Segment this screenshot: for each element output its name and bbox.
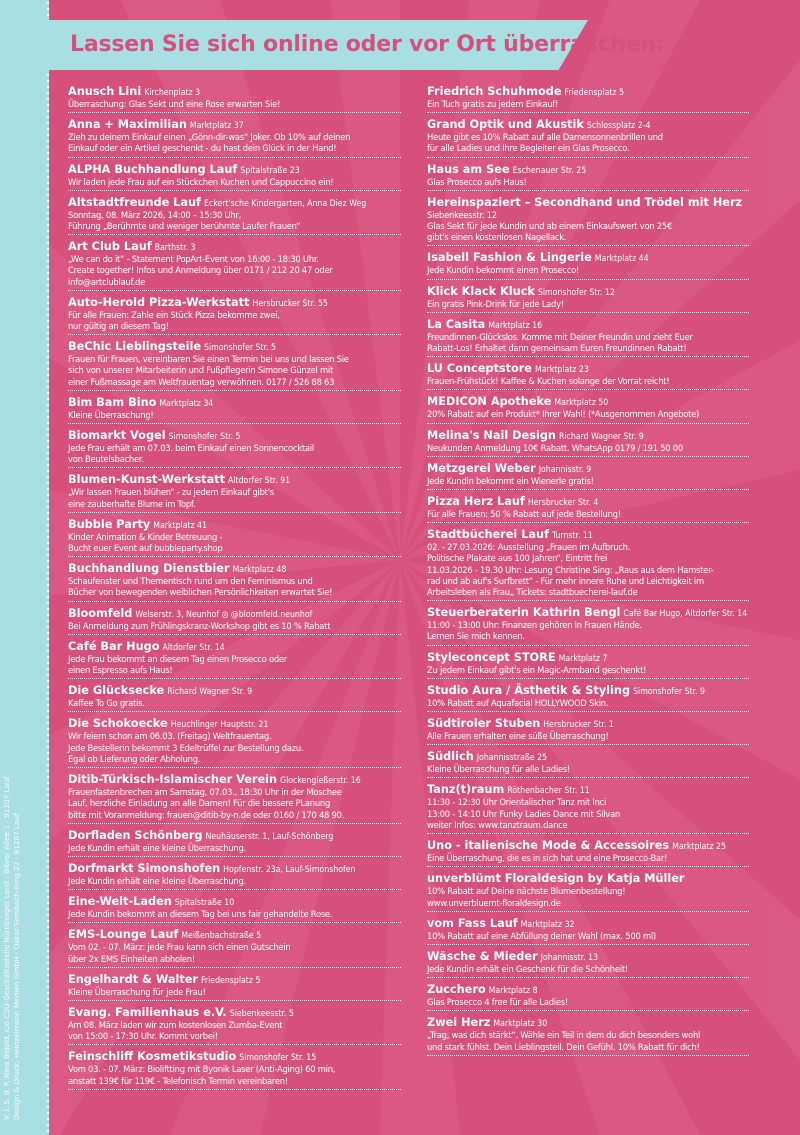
shop-entry (427, 461, 749, 490)
shop-name: Tanz(t)raum (427, 783, 505, 797)
shop-address: Schlossplatz 2-4 (586, 121, 651, 132)
shop-address: Marktplatz 32 (520, 919, 575, 930)
shop-address: Marktplatz 25 (672, 842, 726, 853)
shop-address: Kirchenplatz 3 (144, 88, 201, 98)
shop-name: Anusch Lini (68, 85, 142, 98)
entry-heading (68, 927, 401, 942)
offer-text: Jede Kundin erhält ein Geschenk für die Schönheit! (427, 963, 628, 974)
shop-address: Welserstr. 3, Neunhof ◎ @bloomfeld.neunhof (135, 609, 313, 620)
entry-heading (427, 782, 749, 797)
offer-text: Kleine Überraschung für jede Frau! (68, 986, 206, 997)
offer-text: Jede Kundin erhält eine kleine Überraschung. (68, 875, 246, 886)
entry-heading (427, 117, 749, 132)
shop-address: Marktplatz 37 (189, 121, 244, 132)
shop-name: LU Conceptstore (427, 362, 532, 376)
shop-entry (427, 650, 749, 679)
shop-name: Grand Optik und Akustik (427, 118, 584, 132)
shop-entry (427, 838, 749, 867)
shop-name: ALPHA Buchhandlung Lauf (68, 162, 238, 176)
offer-text: „We can do it“ - Statement PopArt-Event von 16:00 - 18:30 Uhr. Create together! Infos und Anmeldung über 0171 / 212 20 47 oder info@artclublauf.de (68, 254, 333, 287)
shop-name: Biomarkt Vogel (68, 429, 166, 443)
entry-heading (68, 517, 401, 532)
offer-text: Siebenkeesstr. 12 Glas Sekt für jede Kundin und ab einem Einkaufswert von 25€ gibt's einen kostenlosen Nagellack. (427, 209, 673, 243)
offer-text: Vom 03. - 07. März: Bioliftting mit Byonik Laser (Anti-Aging) 60 min, anstatt 139€ für 119€ - Telefonisch Termin vereinbaren! (68, 1064, 336, 1086)
shop-address: Heuchlinger Hauptstr. 21 (170, 720, 269, 731)
shop-entry (427, 317, 749, 357)
shop-entry (427, 250, 749, 279)
shop-address: Hersbrucker Str. 4 (527, 498, 599, 509)
shop-name: Art Club Lauf (68, 240, 152, 254)
shop-entry (427, 782, 749, 834)
entry-heading (427, 650, 749, 665)
shop-address: Meißenbachstraße 5 (181, 931, 262, 942)
shop-address: Eschenauer Str. 25 (512, 165, 587, 176)
shop-address: Hersbrucker Str. 55 (252, 298, 328, 309)
shop-entry (427, 749, 749, 778)
shop-name: Café Bar Hugo (68, 639, 160, 653)
shop-name: Bloomfeld (68, 606, 133, 620)
shop-address: Siebenkeesstr. 5 (229, 1008, 294, 1019)
entry-heading (427, 527, 749, 542)
shop-name: Hereinspaziert – Secondhand und Trödel mit Herz (427, 195, 743, 209)
entry-heading (68, 239, 401, 254)
shop-entry (427, 605, 749, 645)
shop-name: Uno - italienische Mode & Accessoires (427, 839, 670, 853)
shop-entry (427, 716, 749, 745)
entry-heading (68, 1049, 401, 1064)
shop-name: Melina's Nail Design (427, 428, 556, 442)
shop-entry (68, 828, 401, 857)
offer-text: Alle Frauen erhalten eine süße Überraschung! (427, 731, 609, 742)
offer-text: Frauen-Frühstück! Kaffee & Kuchen solange der Vorrat reicht! (427, 376, 670, 387)
shop-name: Dorfladen Schönberg (68, 828, 203, 842)
shop-address: Marktplatz 8 (488, 986, 538, 997)
shop-entry (427, 162, 749, 191)
shop-name: Friedrich Schuhmode (427, 85, 562, 98)
offer-text: Ein gratis Pink-Drink für jede Lady! (427, 298, 564, 309)
offer-text: Ein Tuch gratis zu jedem Einkauf! (427, 99, 559, 109)
offer-text: Frauenfastenbrechen am Samstag, 07.03., 18:30 Uhr in der Moschee Lauf, herzliche Einladung an alle Damen! Für die bessere PLanung bitte mit Voranmeldung: frauen@ditib-by-n.de oder 0160 / 170 48 90. (68, 787, 345, 820)
shop-name: Engelhardt & Walter (68, 972, 199, 986)
entry-heading (427, 317, 749, 332)
shop-address: Hersbrucker Str. 1 (543, 720, 614, 731)
offer-text: 10% Rabatt auf Deine nächste Blumenbestellung! www.unverbluemt-floraldesign.de (427, 886, 626, 908)
offer-text: 02. - 27.03.2026: Ausstellung „Frauen im Aufbruch. Politische Plakate aus 100 Jahren“, Eintritt frei 11.03.2026 - 19.30 Uhr: Lesung Christine Sing: „Raus aus dem Hamster- rad und ab auf's Surfbrett“ - Für mehr innere Ruhe und Leichtigkeit im Arbeitsleben als Frau„ Tickets: stadtbuecherei-lauf.de (427, 542, 714, 598)
offer-text: Für alle Frauen: Zahle ein Stück Pizza bekomme zwei, nur gültig an diesem Tag! (68, 309, 280, 332)
offer-text: Jede Kundin erhält eine kleine Überraschung. (68, 842, 246, 853)
shop-entry (427, 916, 749, 945)
shop-address: Café Bar Hugo, Altdorfer Str. 14 (623, 609, 748, 620)
shop-entry (427, 1015, 749, 1055)
shop-name: Die Schokoecke (68, 717, 168, 731)
entry-heading (68, 861, 401, 876)
shop-address: Barthstr. 3 (154, 243, 196, 254)
shop-entry (68, 239, 401, 291)
offer-text: Jede Frau erhält am 07.03. beim Einkauf einen Sonnencocktail von Beutelsbacher. (68, 443, 314, 465)
shop-entry (427, 284, 749, 313)
shop-name: MEDICON Apotheke (427, 395, 552, 409)
shop-address: Turnstr. 11 (552, 531, 593, 542)
offer-text: Am 08. März laden wir zum kostenlosen Zumba-Event von 15:00 - 17:30 Uhr. Kommt vorbei! (68, 1019, 283, 1042)
shop-entry (68, 716, 401, 768)
offer-text: Jede Kundin bekommt an diesem Tag bei uns fair gehandelte Rose. (68, 909, 333, 920)
shop-entry (427, 84, 749, 113)
shop-name: Pizza Herz Lauf (427, 495, 525, 509)
shop-entry (427, 949, 749, 978)
entry-heading (427, 605, 749, 620)
entry-heading (68, 894, 401, 909)
shop-address: Röthenbacher Str. 11 (507, 786, 590, 797)
shop-name: Steuerberaterin Kathrin Bengl (427, 606, 621, 620)
shop-entry (427, 394, 749, 423)
entry-heading (427, 1015, 749, 1030)
entry-heading (427, 195, 749, 210)
shop-entry (68, 395, 401, 424)
shop-name: Auto-Herold Pizza-Werkstatt (68, 295, 250, 309)
shop-entry (427, 982, 749, 1011)
shop-name: Altstadtfreunde Lauf (68, 195, 201, 209)
entry-heading (427, 683, 749, 698)
shop-name: Südlich (427, 750, 474, 764)
offer-text: Glas Prosecco 4 free für alle Ladies! (427, 997, 568, 1008)
entry-heading (427, 982, 749, 997)
entry-heading (68, 472, 401, 487)
entry-heading (68, 395, 401, 410)
shop-entry (68, 472, 401, 512)
offer-text: Neukunden Anmeldung 10€ Rabatt. WhatsApp 0179 / 191 50 00 (427, 442, 683, 453)
shop-address: Eckert'sche Kindergarten, Anna Diez Weg (203, 198, 367, 209)
shop-address: Johannisstraße 25 (476, 753, 548, 764)
entry-heading (427, 461, 749, 476)
shop-name: Feinschliff Kosmetikstudio (68, 1050, 237, 1064)
shop-name: Blumen-Kunst-Werkstatt (68, 473, 225, 487)
shop-entry (68, 517, 401, 557)
shop-entry (427, 871, 749, 911)
shop-entry (68, 639, 401, 679)
left-column (68, 84, 401, 1094)
shop-name: Zucchero (427, 983, 486, 997)
offer-text: 11:30 - 12:30 Uhr Orientalischer Tanz mit Inci 13:00 - 14:10 Uhr Funky Ladies Dance mit Silvan weiter Infos: www.tanztraum.dance (427, 797, 620, 830)
entry-heading (427, 361, 749, 376)
shop-name: Haus am See (427, 162, 510, 176)
offer-text: Kaffee To Go gratis. (68, 698, 145, 709)
shop-address: Marktplatz 23 (534, 365, 589, 376)
shop-entry (68, 162, 401, 191)
shop-address: Simonshofer Str. 12 (537, 287, 615, 298)
offer-text: Kleine Überraschung! (68, 409, 154, 420)
offer-text: Heute gibt es 10% Rabatt auf alle Damensonnenbrillen und für alle Ladies und Ihre Begleiter ein Glas Prosecco. (427, 132, 663, 154)
shop-name: vom Fass Lauf (427, 916, 518, 930)
shop-entry (68, 1005, 401, 1045)
shop-address: Marktplatz 7 (558, 653, 608, 664)
offer-text: 10% Rabatt auf eine Abfüllung deiner Wahl (max. 500 ml) (427, 930, 656, 941)
credit-line: Design & Druck: Heinzelmann Medien GmbH · Oskar-Sembach-Ring 22 · 91207 Lauf (12, 813, 21, 1120)
offer-text: Jede Frau bekommt an diesem Tag einen Prosecco oder einen Espresso aufs Haus! (68, 653, 287, 676)
shop-address: Simonshofer Str. 9 (633, 686, 705, 697)
shop-entry (68, 195, 401, 235)
offer-text: 20% Rabatt auf ein Produkt* Ihrer Wahl! (*Ausgenommen Angebote) (427, 409, 700, 420)
offer-text: Für alle Frauen: 50 % Rabatt auf jede Bestellung! (427, 509, 621, 520)
shop-entry (427, 361, 749, 390)
entry-heading (68, 84, 401, 99)
offer-text: 10% Rabatt auf Aquafacial HOLLYWOOD Skin. (427, 697, 609, 708)
shop-name: Anna + Maximilian (68, 118, 187, 132)
shop-entry (427, 683, 749, 712)
shop-address: Marktplatz 48 (232, 565, 287, 576)
entry-heading (68, 428, 401, 443)
entry-heading (427, 162, 749, 177)
entry-heading (427, 428, 749, 443)
shop-name: Die Glücksecke (68, 684, 165, 698)
shop-address: Richard Wagner Str. 9 (167, 687, 253, 698)
shop-name: BeChic Lieblingsteile (68, 340, 201, 354)
shop-address: Simonshofer Str. 5 (168, 432, 241, 443)
shop-address: Marktplatz 30 (493, 1019, 548, 1030)
credit-line: V. i. S. d. P. Nina Bejold, c/o CSU-Geschäftsstelle Nürnberger Land · Bitver Allee 1 · 91207 Lauf (2, 776, 11, 1120)
entry-heading (427, 871, 749, 886)
shop-address: Neuhäuserstr. 1, Lauf-Schönberg (205, 831, 334, 842)
entry-heading (68, 561, 401, 576)
shop-entry (68, 1049, 401, 1089)
shop-name: Studio Aura / Ästhetik & Styling (427, 683, 631, 697)
credits (2, 720, 22, 1120)
shop-entry (68, 972, 401, 1001)
shop-name: Eine-Welt-Laden (68, 895, 172, 909)
shop-entry (68, 295, 401, 335)
shop-name: Ditib-Türkisch-Islamischer Verein (68, 773, 278, 787)
entry-heading (68, 683, 401, 698)
shop-address: Hopfenstr. 23a, Lauf-Simonshofen (223, 864, 356, 875)
shop-name: Zwei Herz (427, 1016, 491, 1030)
entry-heading (68, 772, 401, 787)
shop-name: Stadtbücherei Lauf (427, 528, 549, 542)
shop-name: Wäsche & Mieder (427, 949, 538, 963)
shop-entry (427, 527, 749, 601)
shop-name: Bubble Party (68, 517, 151, 531)
shop-name: EMS-Lounge Lauf (68, 928, 179, 942)
entry-heading (427, 949, 749, 964)
entry-heading (427, 838, 749, 853)
shop-name: Styleconcept STORE (427, 650, 556, 664)
shop-name: Isabell Fashion & Lingerie (427, 251, 592, 265)
shop-address: Altdorfer Str. 91 (228, 476, 291, 487)
shop-address: Spitalstraße 23 (240, 165, 300, 176)
shop-address: Altdorfer Str. 14 (162, 642, 225, 653)
shop-entry (427, 117, 749, 157)
shop-address: Simonshofer Str. 5 (204, 343, 276, 354)
offer-text: „Trag, was dich stärkt“. Wähle ein Teil in dem du dich besonders wohl und stark fühlst. Dein Lieblingsteil. Dein Gefühl. 10% Rabatt für dich! (427, 1030, 701, 1052)
shop-entry (68, 428, 401, 468)
shop-address: Friedensplatz 5 (201, 975, 261, 986)
entry-heading (68, 606, 401, 621)
shop-address: Marktplatz 50 (554, 398, 609, 409)
entry-heading (427, 494, 749, 509)
shop-name: La Casita (427, 317, 486, 331)
headline: Lassen Sie sich online oder vor Ort überraschen: (70, 32, 665, 57)
offer-text: Wir feiern schon am 06.03. (Freitag) Weltfrauentag. Jede Bestellerin bekommt 3 Edeltrüffel zur Bestellung dazu. Egal ob Lieferung oder Abholung. (68, 731, 304, 764)
entry-heading (68, 1005, 401, 1020)
shop-entry (68, 84, 401, 113)
offer-text: Wir laden jede Frau auf ein Stückchen Kuchen und Cappuccino ein! (68, 176, 334, 187)
shop-entry (68, 606, 401, 635)
shop-address: Friedensplatz 5 (564, 88, 624, 98)
shop-address: Marktplatz 34 (159, 398, 214, 409)
right-column (427, 84, 749, 1060)
entry-heading (427, 250, 749, 265)
offer-text: Kleine Überraschung für alle Ladies! (427, 764, 571, 775)
entry-heading (427, 284, 749, 299)
entry-heading (68, 162, 401, 177)
entry-heading (68, 972, 401, 987)
shop-address: Johannisstr. 9 (538, 464, 592, 475)
entry-heading (68, 117, 401, 132)
offer-text: Bei Anmeldung zum Frühlingskranz-Workshop gibt es 10 % Rabatt (68, 620, 331, 631)
dotted-edge (46, 0, 50, 1135)
shop-entry (427, 494, 749, 523)
entry-heading (68, 828, 401, 843)
shop-entry (68, 894, 401, 923)
shop-address: Johannisstr. 13 (540, 952, 599, 963)
entry-heading (427, 394, 749, 409)
offer-text: Zu jedem Einkauf gibt's ein Magic-Armband geschenkt! (427, 664, 647, 675)
shop-name: Metzgerei Weber (427, 461, 536, 475)
entry-heading (427, 749, 749, 764)
shop-name: Südtiroler Stuben (427, 717, 541, 731)
shop-entry (68, 927, 401, 967)
shop-address: Marktplatz 16 (488, 320, 543, 331)
shop-address: Marktplatz 44 (594, 254, 649, 265)
shop-name: Dorfmarkt Simonshofen (68, 861, 221, 875)
entry-heading (68, 195, 401, 210)
offer-text: Glas Prosecco aufs Haus! (427, 176, 527, 187)
offer-text: Frauen für Frauen, vereinbaren Sie einen Termin bei uns und lassen Sie sich von unserer Mitarbeiterin und Fußpflegerin Simone Günzel mit einer Fußmassage am Weltfrauentag verwöhnen. 0177 / 526 88 63 (68, 354, 349, 387)
shop-entry (68, 861, 401, 890)
offer-text: Freundinnen-Glückslos. Komme mit Deiner Freundin und zieht Euer Rabatt-Los! Erhaltet dann gemeinsam Euren Freundinnen Rabatt! (427, 331, 693, 354)
offer-text: Jede Kundin bekommt einen Prosecco! (427, 265, 580, 276)
shop-name: Klick Klack Kluck (427, 284, 535, 298)
shop-name: unverblümt Floraldesign by Katja Müller (427, 872, 685, 886)
offer-text: Eine Überraschung, die es in sich hat und eine Prosecco-Bar! (427, 853, 668, 864)
shop-address: Marktplatz 41 (153, 520, 208, 531)
shop-entry (68, 117, 401, 157)
shop-entry (68, 561, 401, 601)
offer-text: Jede Kundin bekommt ein Wienerle gratis! (427, 475, 594, 486)
offer-text: Schaufenster und Thementisch rund um den Feminismus und Bücher von bewegenden weiblichen Persönlichkeiten erwartet Sie! (68, 576, 333, 598)
entry-heading (68, 716, 401, 731)
shop-address: Richard Wagner Str. 9 (558, 431, 644, 442)
offer-text: Überraschung: Glas Sekt und eine Rose erwarten Sie! (68, 99, 281, 109)
offer-text: Sonntag, 08. März 2026, 14:00 – 15:30 Uhr, Führung „Berühmte und weniger berühmte Laufer Frauen“ (68, 209, 301, 232)
entry-heading (427, 916, 749, 931)
entry-heading (68, 339, 401, 354)
shop-name: Buchhandlung Dienstbier (68, 562, 230, 576)
offer-text: Vom 02. - 07. März: jede Frau kann sich einen Gutschein über 2x EMS Einheiten abholen! (68, 942, 291, 964)
shop-entry (427, 428, 749, 457)
entry-heading (68, 639, 401, 654)
entry-heading (427, 84, 749, 99)
offer-text: 11:00 - 13:00 Uhr: Finanzen gehören in Frauen Hände. Lernen Sie mich kennen. (427, 620, 642, 642)
offer-text: „Wir lassen Frauen blühen“ - zu jedem Einkauf gibt's eine zauberhafte Blume im Topf. (68, 487, 274, 509)
entry-heading (68, 295, 401, 310)
entry-heading (427, 716, 749, 731)
shop-name: Bim Bam Bino (68, 395, 157, 409)
shop-entry (68, 339, 401, 391)
offer-text: Zieh zu deinem Einkauf einen „Gönn-dir-was“ Joker. Ob 10% auf deinen Einkauf oder ein Artikel geschenkt - du hast dein Glück in der Hand! (68, 132, 351, 154)
shop-entry (68, 683, 401, 712)
shop-address: Simonshofer Str. 15 (239, 1053, 317, 1064)
shop-name: Evang. Familienhaus e.V. (68, 1005, 227, 1019)
shop-address: Glockengießerstr. 16 (280, 776, 361, 787)
shop-entry (68, 772, 401, 824)
offer-text: Kinder Animation & Kinder Betreuung - Bucht euer Event auf bubbleparty.shop (68, 531, 223, 554)
shop-address: Spitalstraße 10 (174, 898, 235, 909)
shop-entry (427, 195, 749, 247)
